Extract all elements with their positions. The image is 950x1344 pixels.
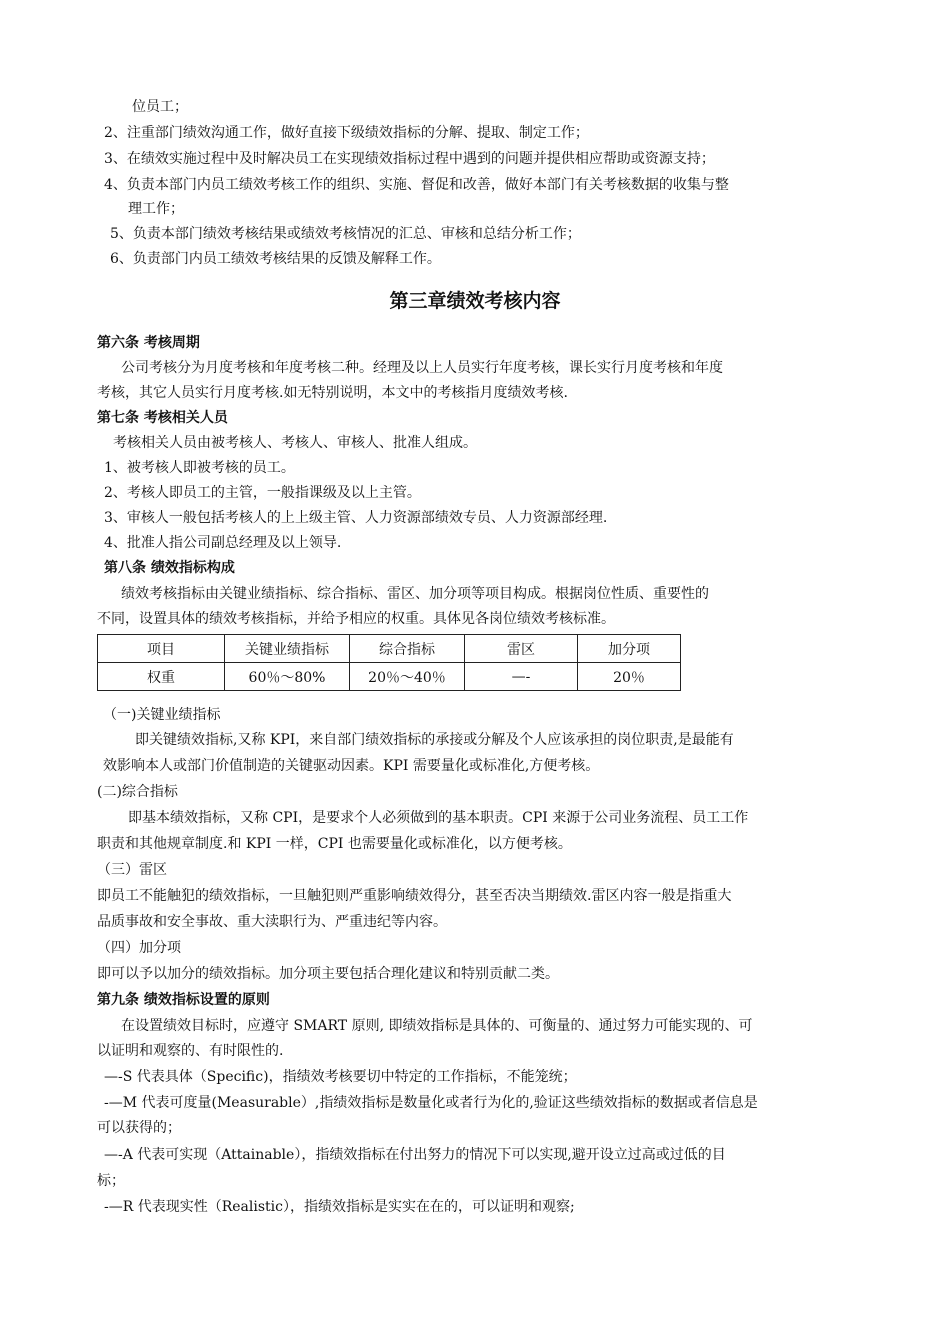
text-line: 考核相关人员由被考核人、考核人、审核人、批准人组成。 [113,435,477,451]
table-cell: 20％～40％ [350,663,465,691]
text-line: 考核，其它人员实行月度考核.如无特别说明，本文中的考核指月度绩效考核. [97,385,568,401]
chapter-title: 第三章绩效考核内容 [389,290,561,312]
text-line: 即关键绩效指标,又称 KPI，来自部门绩效指标的承接或分解及个人应该承担的岗位职责,是最能有 [135,732,734,748]
text-line: 以证明和观察的、有时限性的. [97,1043,284,1059]
text-line: 1、被考核人即被考核的员工。 [104,460,295,476]
table-cell: 20％ [578,663,681,691]
table-cell: 加分项 [578,635,681,663]
text-line: 4、负责本部门内员工绩效考核工作的组织、实施、督促和改善，做好本部门有关考核数据的收集与整 [104,177,729,193]
table-cell: 关键业绩指标 [225,635,350,663]
table-cell: —- [465,663,578,691]
text-line: 效影响本人或部门价值制造的关键驱动因素。KPI 需要量化或标准化,方便考核。 [103,758,600,774]
text-line: 绩效考核指标由关键业绩指标、综合指标、雷区、加分项等项目构成。根据岗位性质、重要性的 [121,586,709,602]
text-line: 可以获得的； [97,1120,181,1136]
section-title: （四）加分项 [97,940,181,956]
text-line: 标； [97,1173,125,1189]
table-row [98,663,681,691]
text-line: 4、批准人指公司副总经理及以上领导. [104,535,342,551]
table-cell: 60％～80% [225,663,350,691]
text-line: 职责和其他规章制度.和 KPI 一样，CPI 也需要量化或标准化，以方便考核。 [97,836,572,852]
text-line: -—R 代表现实性（Realistic），指绩效指标是实实在在的，可以证明和观察; [104,1199,575,1215]
article-heading: 第九条 绩效指标设置的原则 [97,992,270,1008]
text-line: 位员工； [132,99,188,115]
text-line: 理工作； [128,201,184,217]
table-cell: 雷区 [465,635,578,663]
article-heading: 第六条 考核周期 [97,335,200,351]
section-title: (二)综合指标 [97,784,178,800]
article-heading: 第八条 绩效指标构成 [104,560,235,576]
text-line: 即员工不能触犯的绩效指标，一旦触犯则严重影响绩效得分，甚至否决当期绩效.雷区内容一般是指重大 [97,888,732,904]
text-line: 3、审核人一般包括考核人的上上级主管、人力资源部绩效专员、人力资源部经理. [104,510,608,526]
text-line: 2、考核人即员工的主管，一般指课级及以上主管。 [104,485,421,501]
text-line: 6、负责部门内员工绩效考核结果的反馈及解释工作。 [110,251,441,267]
text-line: 3、在绩效实施过程中及时解决员工在实现绩效指标过程中遇到的问题并提供相应帮助或资源支持； [104,151,715,167]
table-header-row [98,635,681,663]
text-line: 即可以予以加分的绩效指标。加分项主要包括合理化建议和特别贡献二类。 [97,966,559,982]
text-line: 2、注重部门绩效沟通工作，做好直接下级绩效指标的分解、提取、制定工作； [104,125,589,141]
text-line: 公司考核分为月度考核和年度考核二种。经理及以上人员实行年度考核，课长实行月度考核和年度 [121,360,723,376]
article-heading: 第七条 考核相关人员 [97,410,228,426]
text-line: -—M 代表可度量(Measurable）,指绩效指标是数量化或者行为化的,验证这些绩效指标的数据或者信息是 [104,1095,758,1111]
section-title: （三）雷区 [97,862,167,878]
weight-table [97,634,681,691]
text-line: —-A 代表可实现（Attainable），指绩效指标在付出努力的情况下可以实现,避开设立过高或过低的目 [104,1147,726,1163]
table-cell: 权重 [98,663,225,691]
table-cell: 项目 [98,635,225,663]
section-title: （一)关键业绩指标 [103,707,221,723]
text-line: —-S 代表具体（Specific)，指绩效考核要切中特定的工作指标，不能笼统； [104,1069,577,1085]
table-cell: 综合指标 [350,635,465,663]
text-line: 品质事故和安全事故、重大渎职行为、严重违纪等内容。 [97,914,447,930]
text-line: 即基本绩效指标，又称 CPI，是要求个人必须做到的基本职责。CPI 来源于公司业务流程、员工工作 [128,810,749,826]
text-line: 不同，设置具体的绩效考核指标，并给予相应的权重。具体见各岗位绩效考核标准。 [97,611,615,627]
text-line: 5、负责本部门绩效考核结果或绩效考核情况的汇总、审核和总结分析工作； [110,226,581,242]
text-line: 在设置绩效目标时，应遵守 SMART 原则, 即绩效指标是具体的、可衡量的、通过努力可能实现的、可 [121,1018,753,1034]
